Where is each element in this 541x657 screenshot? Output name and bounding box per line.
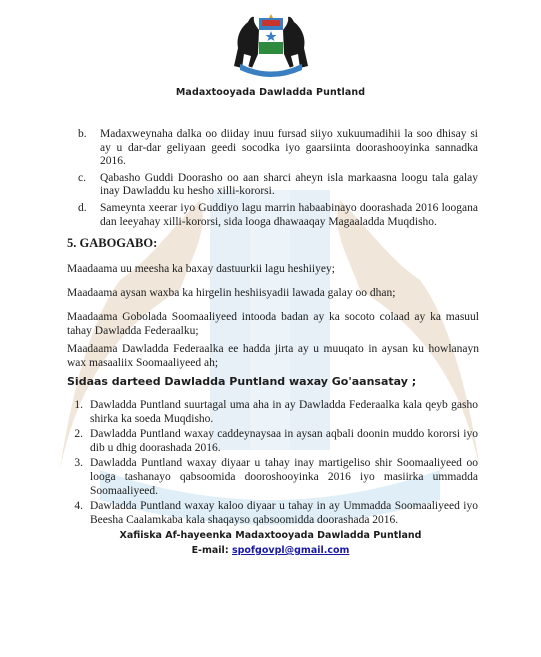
- list-item: [68, 500, 478, 527]
- list-item: [68, 399, 478, 426]
- paragraph-4: Maadaama Dawladda Federaalka ee hadda jirta ay u muuqato in aysan ku howlanayn wax masaaliix Soomaaliyeed ah;: [67, 343, 479, 369]
- resolution-list: [68, 399, 478, 529]
- puntland-emblem: [226, 8, 316, 78]
- item-number: 3.: [74, 457, 83, 470]
- item-text: Dawladda Puntland waxay caddeynaysaa in aysan aqbali doonin muddo kororsi iyo dib u dhig doorashada 2016.: [90, 428, 478, 454]
- list-item: [78, 128, 478, 169]
- paragraph-3: Maadaama Gobolada Soomaaliyeed intooda badan ay ka socoto colaad ay ka masuul tahay Dawladda Federaalku;: [67, 311, 479, 337]
- email-label: E-mail:: [191, 545, 229, 556]
- office-title: Madaxtooyada Dawladda Puntland: [175, 87, 366, 98]
- resolution-heading: Sidaas darteed Dawladda Puntland waxay Go'aansatay ;: [67, 375, 417, 388]
- item-text: Dawladda Puntland suurtagal uma aha in ay Dawladda Federaalka kala qeyb gasho shirka ka soeda Muqdisho.: [90, 399, 478, 425]
- item-text: Qabasho Guddi Doorasho oo aan sharci aheyn isla markaasna loogu tala galay inay Dawladdu ku hesho xilli-kororsi.: [100, 171, 478, 198]
- item-text: Madaxweynaha dalka oo diiday inuu fursad siiyo xukuumadihii la soo dhisay si ay u dar-dar geliyaan geedi socodka iyo gaarsiinta doorashooyinka sannadka 2016.: [100, 128, 478, 168]
- list-item: [68, 428, 478, 455]
- paragraph-2: Maadaama aysan waxba ka hirgelin heshiisyadii lawada galay oo dhan;: [67, 287, 396, 299]
- item-number: 2.: [74, 428, 83, 441]
- item-number: 1.: [74, 399, 83, 411]
- list-item: [78, 202, 478, 229]
- item-marker: b.: [78, 128, 87, 140]
- item-text: Dawladda Puntland waxay kaloo diyaar u tahay in ay Ummadda Soomaaliyeed iyo Beesha Caalamkaba kala shaqayso qabsoomidda doorashada 2016.: [90, 500, 478, 526]
- lettered-list: [78, 128, 478, 232]
- list-item: [78, 172, 478, 199]
- section-heading: 5. GABOGABO:: [67, 236, 158, 250]
- item-text: Sameynta xeerar iyo Guddiyo lagu marrin habaabinayo doorashada 2016 loogana dan leeyahay xilli-kororsi, sida looga dhawaaqay Magaaladda Muqdisho.: [100, 201, 478, 228]
- item-text: Dawladda Puntland waxay diyaar u tahay inay martigeliso shir Soomaaliyeed oo looga tashanayo qabsoomida dooroshooyinka 2016 iyo masiirka ummadda Soomaaliyeed.: [90, 457, 478, 497]
- item-number: 4.: [74, 500, 83, 513]
- list-item: [68, 457, 478, 498]
- footer-office: Xafiiska Af-hayeenka Madaxtooyada Dawladda Puntland: [119, 530, 422, 541]
- email-link[interactable]: spofgovpl@gmail.com: [231, 545, 350, 556]
- item-marker: d.: [78, 201, 87, 214]
- item-marker: c.: [78, 171, 86, 184]
- paragraph-1: Maadaama uu meesha ka baxay dastuurkii lagu heshiiyey;: [67, 263, 335, 275]
- footer-email-line: [0, 545, 541, 556]
